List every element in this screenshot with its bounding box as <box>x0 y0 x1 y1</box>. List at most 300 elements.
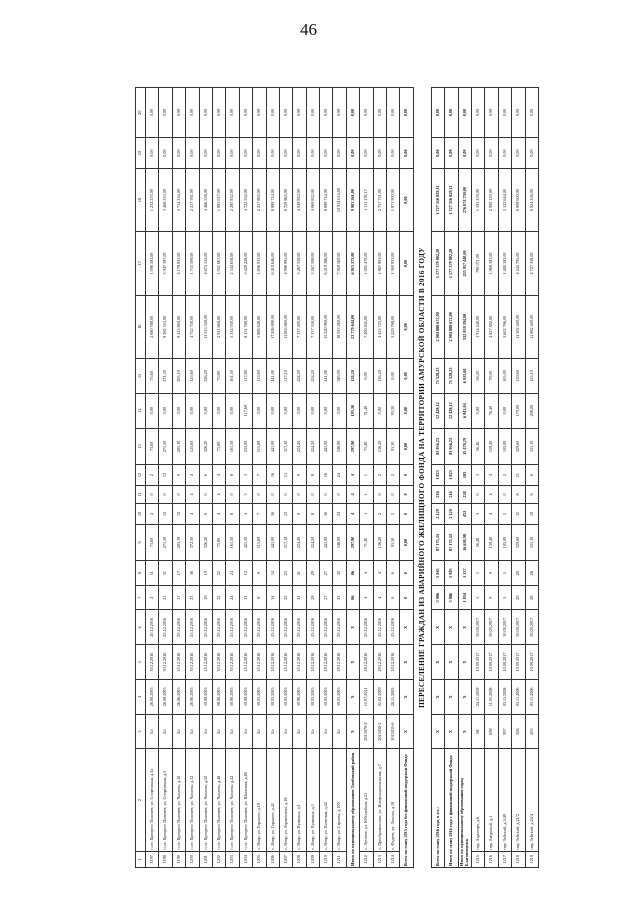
total-cell: 0 <box>400 504 413 524</box>
table-cell: 25.12.2016 <box>159 610 172 645</box>
total-cell: 0,00 <box>458 138 471 169</box>
total-cell: 276 074 759,00 <box>458 168 471 231</box>
table-cell: 4 466 538,00 <box>199 168 212 231</box>
total-cell: X <box>346 610 359 645</box>
address-cell: с. Новр, ул. Горького, д.42 <box>266 749 279 851</box>
table-cell: 271,30 <box>159 524 172 561</box>
table-cell: 1 111 178,17 <box>360 168 373 231</box>
table-cell: 11 515 520,00 <box>199 295 212 358</box>
table-cell: 4 <box>373 585 386 610</box>
table-cell: 136,20 <box>373 428 386 465</box>
total-cell: X <box>458 645 471 680</box>
table-cell: 30.09.2017 <box>525 610 538 645</box>
table-cell: 4 722 552,00 <box>239 168 252 231</box>
table-cell: 4 752 758,00 <box>186 295 199 358</box>
total-cell: 71 528,23 <box>445 359 458 394</box>
table-cell: 0,00 <box>320 138 333 169</box>
table-cell: 1 <box>360 485 373 503</box>
table-cell: 75,80 <box>212 524 225 561</box>
table-cell: 115,60 <box>253 524 266 561</box>
table-cell: 16 <box>266 504 279 524</box>
address-cell: с. Новр, ул. Строева, д.100 <box>333 749 346 851</box>
table-cell: 205,10 <box>172 359 185 394</box>
table-cell: 123,10 <box>525 359 538 394</box>
table-cell: 4 069 822,00 <box>306 168 319 231</box>
table-cell: 25.12.2016 <box>172 645 185 680</box>
total-label: Итого по этапу 2016 года с финансовой поддержкой Фонда <box>445 749 458 868</box>
total-cell: 4 <box>346 504 359 524</box>
table-cell: 0,00 <box>320 393 333 428</box>
table-cell: 30.12.2016 <box>226 645 239 680</box>
table-cell: 0,00 <box>279 393 292 428</box>
table-cell: 235,00 <box>239 428 252 465</box>
table-cell: 2 757 731,00 <box>373 168 386 231</box>
table-cell: 105,00 <box>498 428 511 465</box>
total-cell: 0,00 <box>400 524 413 561</box>
table-cell: 0,00 <box>266 393 279 428</box>
table-cell: 206 <box>512 714 525 749</box>
table-cell: 0,00 <box>159 138 172 169</box>
total-cell: 0 <box>400 465 413 485</box>
table-cell: 1203 <box>226 851 239 867</box>
table-cell: 4 <box>360 585 373 610</box>
address-cell: п.г.т. Прогресс Пнкомет, ул. Чапаева, д.50 <box>199 749 212 851</box>
table-cell: 0,00 <box>512 88 525 138</box>
table-cell: 25.12.2016 <box>226 610 239 645</box>
table-row <box>199 88 212 868</box>
table-cell: 10 <box>525 504 538 524</box>
table-cell: 0,00 <box>293 138 306 169</box>
total-cell: 2 129 <box>431 504 444 524</box>
table-cell: 2 <box>498 465 511 485</box>
table-cell: 0,00 <box>525 88 538 138</box>
table-cell: 24 <box>333 465 346 485</box>
table-cell: 3 229 768,00 <box>387 295 400 358</box>
table-cell: Бл <box>199 714 212 749</box>
total-cell: 12 428,12 <box>431 393 444 428</box>
table-cell: 6 <box>387 561 400 586</box>
total-label: Всего по этапу 2015 года без финансовой поддержки Фонда <box>400 749 413 868</box>
table-cell: 11 982 400,00 <box>525 295 538 358</box>
total-cell: X <box>400 714 413 749</box>
table-cell: 0,00 <box>306 138 319 169</box>
table-cell: 1 234 275,00 <box>146 168 159 231</box>
table-cell: 441,00 <box>320 428 333 465</box>
table-cell: 73,60 <box>146 524 159 561</box>
table-cell: 4 <box>186 504 199 524</box>
table-cell: 11 665 860,00 <box>279 295 292 358</box>
table-cell: 28.12.2016 <box>360 645 373 680</box>
table-cell: 30.05.2005 <box>333 679 346 714</box>
table-cell: 0 <box>172 465 185 485</box>
total-label: Итого по муниципальному образованию город Благовещенск <box>458 749 471 868</box>
total-cell: 9 903 261,00 <box>346 168 359 231</box>
table-cell: 30.12.2016 <box>186 645 199 680</box>
table-cell: 2 122 644,00 <box>498 168 511 231</box>
address-cell: пер. Зейский, д.21/2 <box>512 749 525 851</box>
table-cell: 93,30 <box>387 524 400 561</box>
table-cell: 0 <box>199 485 212 503</box>
table-cell: 9 <box>485 561 498 586</box>
table-cell: 2015035-6 <box>387 714 400 749</box>
table-cell: 4 <box>360 561 373 586</box>
table-cell: 0,00 <box>498 138 511 169</box>
table-cell: 0,00 <box>498 393 511 428</box>
column-number: 10 <box>136 504 146 524</box>
table-cell: 546,00 <box>333 428 346 465</box>
address-cell: п.г.т. Прогресс Пнкомет, ул. Чапаева, д.10 <box>172 749 185 851</box>
table-row <box>212 88 225 868</box>
table-row <box>387 88 400 868</box>
address-cell: п.г.т. Прогресс Пнкомет, ул. Чапаева, д.32 <box>186 749 199 851</box>
total-cell: 15 478,29 <box>458 428 471 465</box>
table-cell: 224,20 <box>293 428 306 465</box>
table-cell: 4 <box>373 561 386 586</box>
table-cell: 68 <box>471 714 484 749</box>
address-cell: с. Луговое, ул. Юбилейная, д.21 <box>360 749 373 851</box>
table-cell: 0,00 <box>172 393 185 428</box>
table-cell: 1219 <box>525 851 538 867</box>
table-cell: 2 941 668,00 <box>212 295 225 358</box>
table-cell: 1 480 183,00 <box>498 232 511 295</box>
table-cell: 1 914 440,00 <box>471 295 484 358</box>
table-row <box>239 88 252 868</box>
table-cell: 0,00 <box>186 88 199 138</box>
table-cell: 6 <box>387 585 400 610</box>
table-cell: 25.12.2016 <box>239 610 252 645</box>
table-cell: 10.09.2017 <box>525 645 538 680</box>
table-cell: 2 344 658,00 <box>226 232 239 295</box>
table-cell: 22 <box>212 561 225 586</box>
total-cell: 16 630,98 <box>458 524 471 561</box>
table-cell: 115,60 <box>253 428 266 465</box>
table-cell: 8 <box>226 504 239 524</box>
table-cell: 93,30 <box>387 393 400 428</box>
table-cell: 546,00 <box>333 359 346 394</box>
table-cell: 3 947 397,00 <box>159 232 172 295</box>
table-cell: 2 417 781,00 <box>186 168 199 231</box>
table-cell: 6 <box>199 504 212 524</box>
table-row <box>485 88 498 868</box>
table-cell: 08.06.2005 <box>212 679 225 714</box>
table-cell: Бл <box>159 714 172 749</box>
table-cell: 24 <box>333 504 346 524</box>
table-cell: 30.12.2016 <box>306 645 319 680</box>
table-cell: 125,60 <box>186 359 199 394</box>
table-cell: 28 <box>525 561 538 586</box>
table-cell: 10.09.2017 <box>498 645 511 680</box>
table-row <box>498 88 511 868</box>
table-cell: 150,40 <box>485 428 498 465</box>
total-cell: 1 823 <box>445 465 458 485</box>
table-cell: 5 <box>471 585 484 610</box>
table-cell: 0,00 <box>279 88 292 138</box>
total-cell: X <box>445 714 458 749</box>
table-cell: 1199 <box>172 851 185 867</box>
table-cell: 3 468 333,00 <box>159 168 172 231</box>
table-cell: 17 206 890,00 <box>266 295 279 358</box>
column-number: 12 <box>136 465 146 485</box>
table-cell: 3 267 558,00 <box>293 232 306 295</box>
table-cell: 161,50 <box>226 524 239 561</box>
table-cell: 01.02.2009 <box>373 679 386 714</box>
total-cell: 6 943,04 <box>458 393 471 428</box>
table-cell: 4 178 835,00 <box>172 232 185 295</box>
table-cell: 698 <box>485 714 498 749</box>
table-cell: 2 <box>373 504 386 524</box>
table-cell: 0,00 <box>199 138 212 169</box>
table-cell: 2 <box>146 504 159 524</box>
table-cell: 0 <box>471 485 484 503</box>
table-cell: 326,20 <box>199 524 212 561</box>
table-cell: 4 443 795,00 <box>512 232 525 295</box>
table-cell: 29 <box>306 585 319 610</box>
table-cell: 7 337 330,00 <box>306 295 319 358</box>
table-cell: 5 <box>471 561 484 586</box>
table-cell: 0 <box>279 485 292 503</box>
total-cell: 2 904 888 672,00 <box>431 295 444 358</box>
table-cell: 5 <box>498 585 511 610</box>
table-cell: 30.12.2016 <box>212 645 225 680</box>
table-cell: 8 889 714,00 <box>320 168 333 231</box>
table-cell: 30.09.2017 <box>512 610 525 645</box>
table-cell: 71,40 <box>360 393 373 428</box>
table-cell: 43 <box>333 585 346 610</box>
table-cell: 8 <box>253 561 266 586</box>
table-cell: 7 490 845,00 <box>360 295 373 358</box>
table-cell: 0,00 <box>320 88 333 138</box>
table-cell: 790 071,00 <box>471 232 484 295</box>
table-cell: 1 836 915,00 <box>253 232 266 295</box>
table-cell: 8 <box>226 465 239 485</box>
table-cell: 1212 <box>360 851 373 867</box>
table-cell: 13 <box>279 465 292 485</box>
total-cell: 0,00 <box>400 359 413 394</box>
table-cell: 2 285 852,00 <box>226 168 239 231</box>
table-cell: 21 <box>159 585 172 610</box>
table-cell: 1 085 017,00 <box>212 168 225 231</box>
table-cell: 0,00 <box>293 88 306 138</box>
table-cell: 25.12.2016 <box>373 610 386 645</box>
table-cell: 1202 <box>212 851 225 867</box>
table-cell: 56,40 <box>471 428 484 465</box>
table-cell: 7 <box>253 504 266 524</box>
table-cell: 4 <box>239 504 252 524</box>
total-cell: 1 727 516 829,11 <box>431 168 444 231</box>
total-cell: 2 129 <box>445 504 458 524</box>
total-cell: 0 <box>400 485 413 503</box>
table-cell: 136,20 <box>373 524 386 561</box>
table-cell: 1 867 903,00 <box>373 232 386 295</box>
table-cell: 12 <box>159 465 172 485</box>
table-cell: 0,00 <box>212 88 225 138</box>
table-cell: 20.12.2016 <box>146 610 159 645</box>
table-cell: 19 <box>199 585 212 610</box>
table-cell: 11.01.2008 <box>485 679 498 714</box>
table-cell: 26.06.2005 <box>172 679 185 714</box>
table-cell: 03.11.2006 <box>512 679 525 714</box>
table-cell: 0,00 <box>172 138 185 169</box>
table-cell: 34 <box>266 561 279 586</box>
table-cell: 0,00 <box>306 393 319 428</box>
table-row <box>346 88 359 868</box>
total-cell: 86 <box>346 561 359 586</box>
total-cell: X <box>445 679 458 714</box>
table-cell: 4 <box>186 465 199 485</box>
table-cell: 0 <box>293 485 306 503</box>
total-cell: 0,00 <box>400 88 413 138</box>
total-cell: 255 957 440,00 <box>458 232 471 295</box>
column-number: 14 <box>136 393 146 428</box>
table-row <box>293 88 306 868</box>
table-cell: 1210 <box>320 851 333 867</box>
total-cell: X <box>458 610 471 645</box>
table-cell: 1205 <box>253 851 266 867</box>
total-cell: 0,00 <box>400 295 413 358</box>
table-cell: 0,00 <box>266 88 279 138</box>
table-cell: 0,00 <box>253 138 266 169</box>
table-cell: 517,10 <box>279 428 292 465</box>
table-cell: 2 <box>373 465 386 485</box>
table-cell: 2 257 863,00 <box>253 168 266 231</box>
total-cell: 183 <box>458 465 471 485</box>
table-cell: 0,00 <box>239 88 252 138</box>
table-cell: 441,00 <box>266 524 279 561</box>
total-cell: 87 175,34 <box>445 524 458 561</box>
total-cell: 453 <box>458 504 471 524</box>
table-cell: 13 <box>279 504 292 524</box>
table-cell: 3 754 234,00 <box>172 168 185 231</box>
total-cell: X <box>458 679 471 714</box>
table-cell: 03.11.2006 <box>525 679 538 714</box>
table-cell: 1216 <box>485 851 498 867</box>
table-cell: 15 220 960,00 <box>320 295 333 358</box>
table-cell: 0,00 <box>279 138 292 169</box>
table-cell: 2015030-2 <box>373 714 386 749</box>
table-cell: 8 <box>306 504 319 524</box>
table-cell: 73,60 <box>146 428 159 465</box>
table-cell: 03.11.2008 <box>498 679 511 714</box>
table-cell: 0,00 <box>159 88 172 138</box>
table-row <box>512 88 525 868</box>
table-cell: 0,00 <box>360 359 373 394</box>
table-cell: 105,00 <box>498 359 511 394</box>
table-cell: 0,00 <box>525 138 538 169</box>
table-cell: 28 <box>525 585 538 610</box>
table-cell: 7 959 560,00 <box>333 232 346 295</box>
table-cell: 4 827 802,00 <box>485 295 498 358</box>
table-cell: Бл <box>253 714 266 749</box>
table-cell: 0,00 <box>471 88 484 138</box>
table-cell: 0,00 <box>471 393 484 428</box>
table-cell: 0,00 <box>226 138 239 169</box>
table-cell: 71,40 <box>360 524 373 561</box>
table-cell: 41 <box>293 585 306 610</box>
sheet-rotator <box>135 87 534 868</box>
column-number: 7 <box>136 585 146 610</box>
table-cell: 11.07.2011 <box>360 679 373 714</box>
table-cell: 24.11.2009 <box>471 679 484 714</box>
table-row <box>306 88 319 868</box>
table-row <box>360 88 373 868</box>
table-cell: 36 <box>186 561 199 586</box>
column-number: 11 <box>136 485 146 503</box>
table-cell: 11 <box>512 465 525 485</box>
table-row <box>333 88 346 868</box>
table-cell: 6 419 646,00 <box>266 232 279 295</box>
column-number: 1 <box>136 851 146 867</box>
table-cell: 5 <box>498 561 511 586</box>
table-cell: 117,60 <box>239 393 252 428</box>
table-cell: 1 051 667,00 <box>212 232 225 295</box>
table-cell: 0,00 <box>485 138 498 169</box>
table-cell: 30.05.2005 <box>320 679 333 714</box>
table-cell: 0,00 <box>226 393 239 428</box>
table-cell: 326,20 <box>199 359 212 394</box>
table-cell: 1 369 933,00 <box>387 232 400 295</box>
table-row <box>172 88 185 868</box>
table-cell: 25.12.2016 <box>293 645 306 680</box>
total-cell: X <box>431 645 444 680</box>
table-cell: 30.06.2005 <box>226 679 239 714</box>
total-cell: X <box>400 679 413 714</box>
table-row <box>159 88 172 868</box>
address-cell: с. Новр, ул. Лермонтова, д.18 <box>279 749 292 851</box>
column-number: 19 <box>136 138 146 169</box>
total-cell: 120,20 <box>346 359 359 394</box>
table-cell: 1206 <box>266 851 279 867</box>
table-cell: Бл <box>146 714 159 749</box>
total-label: Всего по этапу 2016 года, в т.ч.: <box>431 749 444 868</box>
table-cell: 1201 <box>199 851 212 867</box>
table-cell: 25.12.2016 <box>266 610 279 645</box>
table-cell: 1 096 581,00 <box>146 232 159 295</box>
address-cell: пер. Зейский, д.24/4 <box>525 749 538 851</box>
table-cell: 441,00 <box>320 359 333 394</box>
table-cell: 372,30 <box>186 524 199 561</box>
address-cell: с. Преображеновка, ул. Интернациональная, д.7 <box>373 749 386 851</box>
table-cell: 0,00 <box>360 88 373 138</box>
table-cell: 271,30 <box>159 428 172 465</box>
total-cell: 0,00 <box>400 168 413 231</box>
table-cell: 0,00 <box>387 138 400 169</box>
table-cell: 30.12.2016 <box>387 645 400 680</box>
table-cell: 224,20 <box>306 524 319 561</box>
table-cell: 25.12.2016 <box>253 645 266 680</box>
table-cell: 25.12.2016 <box>253 610 266 645</box>
table-cell: 0,00 <box>239 138 252 169</box>
table-cell: 27 <box>320 585 333 610</box>
table-cell: 1 755 509,00 <box>186 232 199 295</box>
section-heading: ПЕРЕСЕЛЕНИЕ ГРАЖДАН ИЗ АВАРИЙНОГО ЖИЛИЩНОГО ФОНДА НА ТЕРРИТОРИИ АМУРСКОЙ ОБЛАСТИ В 2016 ГОДУ <box>413 88 431 868</box>
table-row <box>146 88 159 868</box>
total-cell: 5 906 <box>431 585 444 610</box>
table-cell: 1 871 900,00 <box>387 168 400 231</box>
table-cell: 0,00 <box>373 138 386 169</box>
table-cell: 6 419 386,00 <box>320 232 333 295</box>
column-number: 8 <box>136 561 146 586</box>
table-cell: 0,00 <box>373 88 386 138</box>
table-cell: 1207 <box>279 851 292 867</box>
table-cell: 0,00 <box>226 88 239 138</box>
table-row <box>471 88 484 868</box>
table-cell: 17 <box>172 585 185 610</box>
total-cell: X <box>445 645 458 680</box>
table-cell: 17 <box>172 561 185 586</box>
table-row <box>136 88 146 868</box>
table-cell: 30.09.2017 <box>485 610 498 645</box>
table-cell: 9 <box>293 465 306 485</box>
